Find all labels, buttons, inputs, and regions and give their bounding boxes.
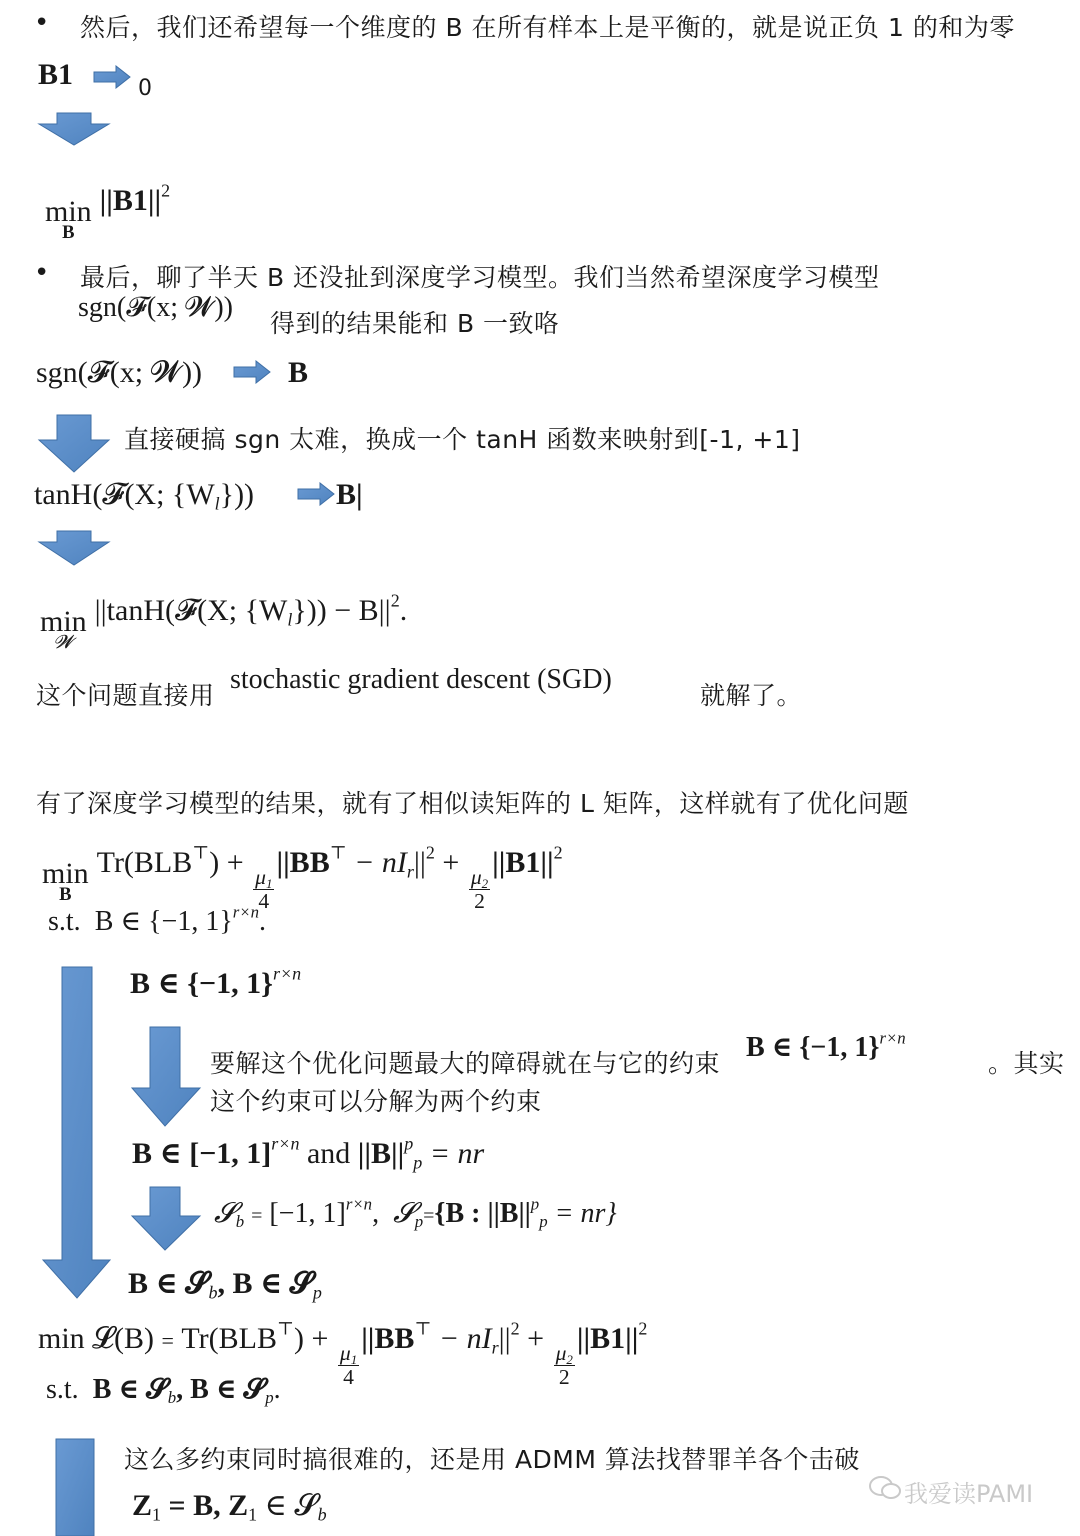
tanh-rhs: B| bbox=[336, 478, 363, 511]
constraint-note-1: 要解这个优化问题最大的障碍就在与它的约束 bbox=[210, 1049, 721, 1078]
tanh-note: 直接硬搞 sgn 太难，换成一个 tanH 函数来映射到[-1, +1] bbox=[124, 425, 801, 454]
relaxed-constraints: B ∈ [−1, 1]$^{r\times n}$ and $||B||^p_p$ = nr bbox=[132, 1133, 485, 1173]
sgn-expression: sgn(𝓕(x; 𝓦)) bbox=[78, 292, 233, 323]
sgd-suffix: 就解了。 bbox=[700, 681, 803, 710]
min-b1-norm: min B $||B1||^2$ bbox=[45, 180, 171, 243]
sgd-prefix: 这个问题直接用 bbox=[36, 681, 215, 710]
watermark: 我爱读PAMI bbox=[904, 1480, 1034, 1508]
down-arrow-icon bbox=[37, 530, 111, 566]
down-arrow-bar-icon bbox=[54, 1438, 98, 1536]
tanh-expression: tanH(𝓕(X; $\{W_l\}$)) bbox=[34, 478, 255, 514]
b-target: B bbox=[288, 356, 309, 389]
down-arrow-icon bbox=[37, 112, 111, 146]
sgn-lhs: sgn(𝓕(x; 𝓦)) bbox=[36, 356, 203, 389]
constraint-note-2: 。其实 bbox=[988, 1049, 1065, 1078]
min-operator: min B bbox=[42, 856, 89, 905]
long-down-arrow-icon bbox=[40, 966, 112, 1300]
sgd-text: stochastic gradient descent (SGD) bbox=[230, 664, 612, 695]
b1-zero: 0 bbox=[138, 76, 153, 101]
lagrangian-objective: min 𝓛(B) = Tr(BLB⊤) + $\frac{\mu_1}{4}$ $||BB^⊤ - nI_r||^2$ + $\frac{\mu_2}{2}$ $||B1||^2$ bbox=[38, 1318, 648, 1389]
b-in-binary-set: B ∈ {−1, 1}$^{r\times n}$ bbox=[130, 963, 302, 1000]
down-arrow-icon bbox=[37, 414, 111, 474]
constraint-note-3: 这个约束可以分解为两个约束 bbox=[210, 1087, 542, 1116]
bullet-2-line2: 得到的结果能和 B 一致咯 bbox=[270, 309, 560, 338]
right-arrow-icon bbox=[296, 482, 336, 506]
bullet-2-line1: 最后，聊了半天 B 还没扯到深度学习模型。我们当然希望深度学习模型 bbox=[80, 263, 880, 292]
objective-function: min B Tr(BLB⊤) + $\frac{\mu_1}{4}$ $||BB^⊤ - nI_r||^2$ + $\frac{\mu_2}{2}$ $||B1||^2$ bbox=[42, 842, 563, 913]
down-arrow-icon bbox=[130, 1026, 202, 1128]
b-in-sb-sp: B ∈ 𝓢$_b$, B ∈ 𝓢$_p$ bbox=[128, 1267, 322, 1303]
min-operator: min B bbox=[45, 194, 92, 243]
bullet-dot: • bbox=[34, 8, 50, 38]
lagrangian-constraint: s.t. B ∈ 𝓢$_b$, B ∈ 𝓢$_p$. bbox=[46, 1374, 281, 1408]
bullet-1-text: 然后，我们还希望每一个维度的 B 在所有样本上是平衡的，就是说正负 1 的和为零 bbox=[80, 13, 1015, 42]
tanh-min-objective: min 𝓦 ||tanH(𝓕(X; $\{W_l\})) - B||^2$. bbox=[40, 590, 408, 653]
min-operator: min 𝓦 bbox=[40, 604, 87, 653]
down-arrow-icon bbox=[130, 1186, 202, 1252]
set-definitions: 𝓢$_b$ = [−1, 1]$^{r\times n}$, 𝓢$_p$={B : $||B||^p_p = nr$} bbox=[214, 1194, 617, 1232]
constraint-line: s.t. B ∈ {−1, 1}$^{r\times n}$. bbox=[48, 902, 267, 937]
bullet-dot: • bbox=[34, 258, 50, 288]
b1-label: B1 bbox=[38, 58, 74, 91]
wechat-icon bbox=[868, 1474, 902, 1502]
admm-note: 这么多约束同时搞很难的，还是用 ADMM 算法找替罪羊各个击破 bbox=[124, 1445, 860, 1474]
right-arrow-icon bbox=[92, 65, 132, 89]
constraint-note-inline: B ∈ {−1, 1}$^{r\times n}$ bbox=[746, 1028, 906, 1063]
z1-definition: $Z_1 = B$, $Z_1$ ∈ 𝓢$_b$ bbox=[132, 1489, 327, 1525]
right-arrow-icon bbox=[232, 360, 272, 384]
paragraph-l-matrix: 有了深度学习模型的结果，就有了相似读矩阵的 L 矩阵，这样就有了优化问题 bbox=[36, 789, 909, 818]
